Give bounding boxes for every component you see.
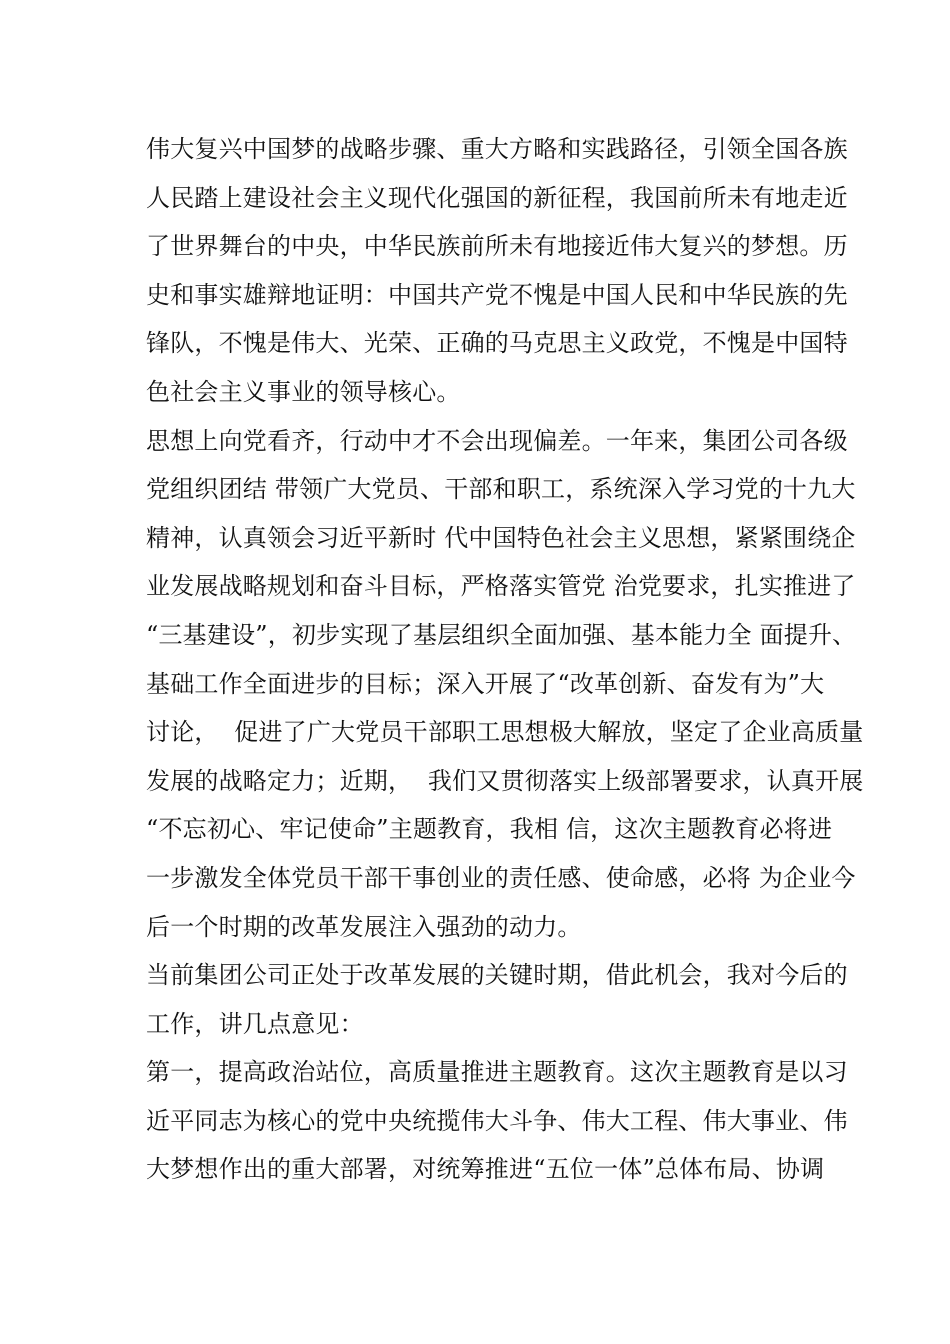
text-line: 讨论， 促进了广大党员干部职工思想极大解放，坚定了企业高质量 bbox=[146, 718, 864, 747]
text-line: 思想上向党看齐，行动中才不会出现偏差。一年来，集团公司各级 bbox=[146, 426, 848, 455]
text-line: 一步激发全体党员干部干事创业的责任感、使命感，必将 为企业今 bbox=[146, 863, 856, 892]
text-line: “三基建设”，初步实现了基层组织全面加强、基本能力全 面提升、 bbox=[146, 620, 857, 649]
text-line: 当前集团公司正处于改革发展的关键时期，借此机会，我对今后的 bbox=[146, 961, 848, 990]
text-line: 近平同志为核心的党中央统揽伟大斗争、伟大工程、伟大事业、伟 bbox=[146, 1106, 848, 1135]
text-line: 大梦想作出的重大部署，对统筹推进“五位一体”总体布局、协调 bbox=[146, 1155, 825, 1184]
text-line: 人民踏上建设社会主义现代化强国的新征程，我国前所未有地走近 bbox=[146, 183, 848, 212]
text-line: 后一个时期的改革发展注入强劲的动力。 bbox=[146, 912, 582, 941]
text-line: 精神，认真领会习近平新时 代中国特色社会主义思想，紧紧围绕企 bbox=[146, 523, 856, 552]
text-line: 基础工作全面进步的目标；深入开展了“改革创新、奋发有为”大 bbox=[146, 669, 825, 698]
text-line: 业发展战略规划和奋斗目标，严格落实管党 治党要求，扎实推进了 bbox=[146, 572, 856, 601]
text-line: 锋队，不愧是伟大、光荣、正确的马克思主义政党，不愧是中国特 bbox=[146, 329, 848, 358]
text-line: 第一，提高政治站位，高质量推进主题教育。这次主题教育是以习 bbox=[146, 1058, 848, 1087]
text-line: 工作，讲几点意见： bbox=[146, 1009, 364, 1038]
text-line: 伟大复兴中国梦的战略步骤、重大方略和实践路径，引领全国各族 bbox=[146, 135, 848, 163]
text-line: 色社会主义事业的领导核心。 bbox=[146, 377, 461, 406]
text-line: “不忘初心、牢记使命”主题教育，我相 信，这次主题教育必将进 bbox=[146, 815, 833, 844]
text-line: 史和事实雄辩地证明：中国共产党不愧是中国人民和中华民族的先 bbox=[146, 280, 848, 309]
text-line: 发展的战略定力；近期， 我们又贯彻落实上级部署要求，认真开展 bbox=[146, 766, 864, 795]
text-line: 党组织团结 带领广大党员、干部和职工，系统深入学习党的十九大 bbox=[146, 475, 856, 504]
body-text bbox=[146, 125, 864, 1194]
text-line: 了世界舞台的中央，中华民族前所未有地接近伟大复兴的梦想。历 bbox=[146, 232, 848, 261]
